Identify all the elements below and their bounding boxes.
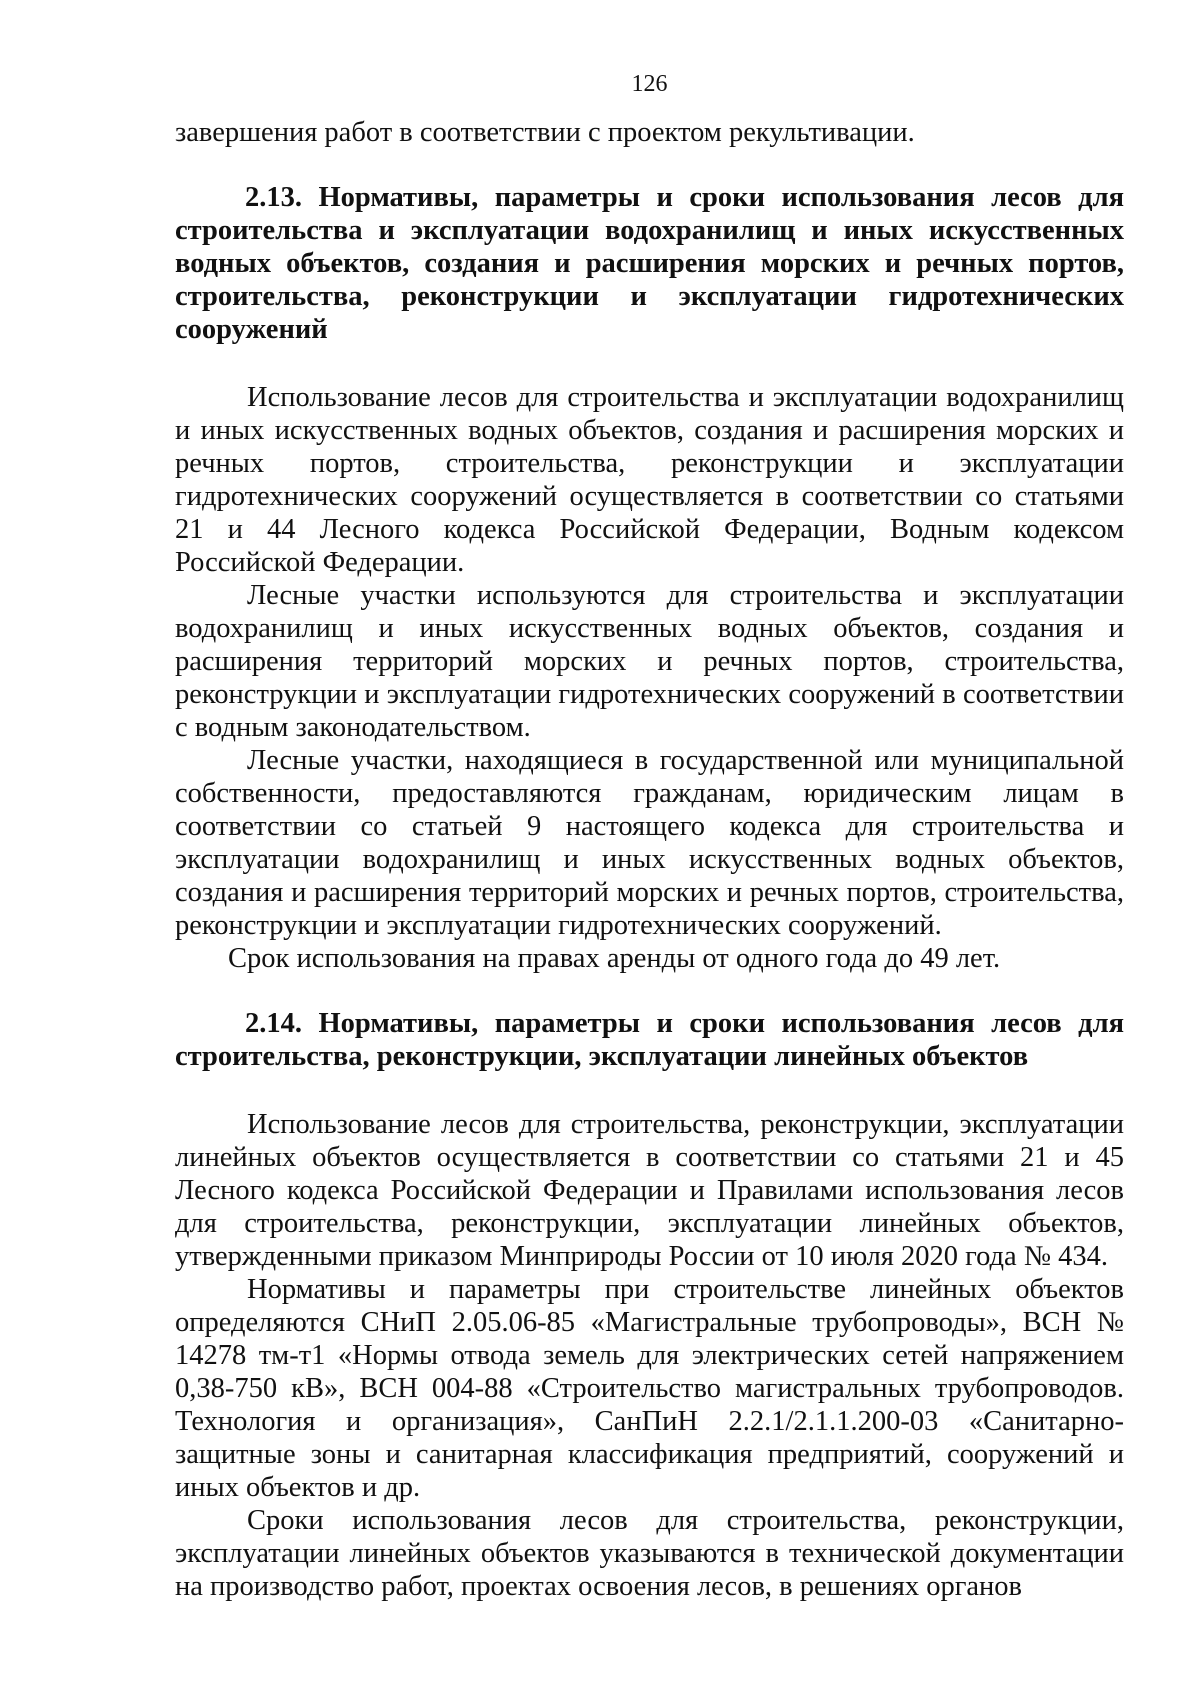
paragraph: Использование лесов для строительства, реконструкции, эксплуатации линейных объектов осуществляется в соответствии со статьями 21 и 45 Лесного кодекса Российской Федерации и Правилами использования лесов для строительства, реконструкции, эксплуатации линейных объектов, утвержденными приказом Минприроды России от 10 июля 2020 года № 434. [175,1109,1124,1272]
paragraph: Срок использования на правах аренды от одного года до 49 лет. [228,943,1001,974]
paragraph: Сроки использования лесов для строительства, реконструкции, эксплуатации линейных объектов указываются в технической документации на производство работ, проектах освоения лесов, в решениях органов [175,1505,1124,1602]
paragraph: Использование лесов для строительства и эксплуатации водохранилищ и иных искусственных водных объектов, создания и расширения морских и речных портов, строительства, реконструкции и эксплуатации гидротехнических сооружений осуществляется в соответствии со статьями 21 и 44 Лесного кодекса Российской Федерации, Водным кодексом Российской Федерации. [175,382,1124,578]
section-heading-2-14: 2.14. Нормативы, параметры и сроки использования лесов для строительства, реконструкции, эксплуатации линейных объектов [175,1008,1124,1072]
paragraph: Лесные участки используются для строительства и эксплуатации водохранилищ и иных искусственных водных объектов, создания и расширения территорий морских и речных портов, строительства, реконструкции и эксплуатации гидротехнических сооружений в соответствии с водным законодательством. [175,580,1124,743]
section-heading-2-13: 2.13. Нормативы, параметры и сроки использования лесов для строительства и эксплуатации водохранилищ и иных искусственных водных объектов, создания и расширения морских и речных портов, строительства, реконструкции и эксплуатации гидротехнических сооружений [175,182,1124,345]
continued-paragraph: завершения работ в соответствии с проектом рекультивации. [175,117,915,148]
page-content [175,116,1124,1603]
paragraph: Нормативы и параметры при строительстве линейных объектов определяются СНиП 2.05.06-85 «Магистральные трубопроводы», ВСН № 14278 тм-т1 «Нормы отвода земель для электрических сетей напряжением 0,38-750 кВ», ВСН 004-88 «Строительство магистральных трубопроводов. Технология и организация», СанПиН 2.2.1/2.1.1.200-03 «Санитарно-защитные зоны и санитарная классификация предприятий, сооружений и иных объектов и др. [175,1274,1124,1503]
page-number: 126 [631,71,668,97]
paragraph: Лесные участки, находящиеся в государственной или муниципальной собственности, предоставляются гражданам, юридическим лицам в соответствии со статьей 9 настоящего кодекса для строительства и эксплуатации водохранилищ и иных искусственных водных объектов, создания и расширения территорий морских и речных портов, строительства, реконструкции и эксплуатации гидротехнических сооружений. [175,745,1124,941]
